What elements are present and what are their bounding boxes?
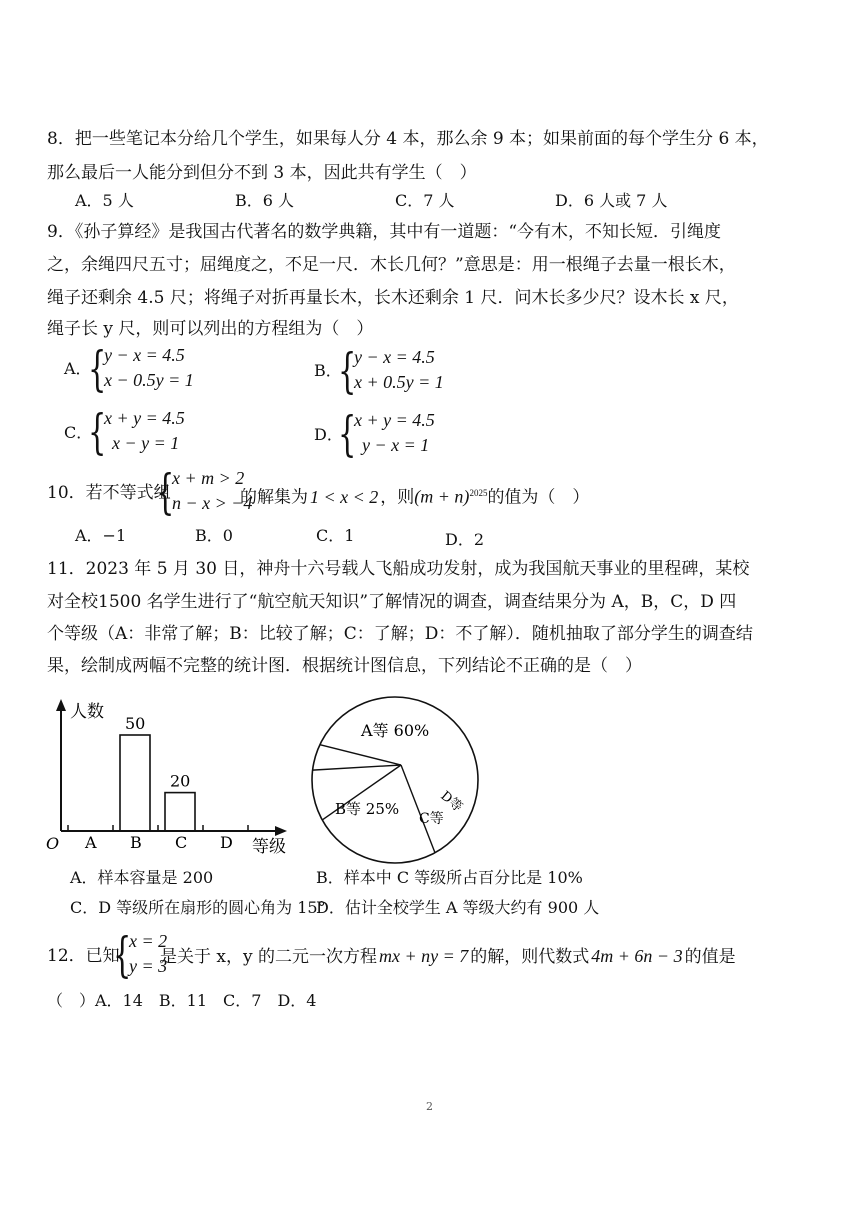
q10-option-c: C．1 [316,526,355,545]
bar-chart-category-label: A [85,833,97,852]
page-number: 2 [426,1100,433,1113]
bar-chart-category-label: B [130,833,142,852]
q9-option-b-eq1: y − x = 4.5 [354,347,435,367]
q10-middle: 的解集为 [240,487,308,508]
q10-eq2: n − x > −4 [172,493,253,513]
q12-eq2: y = 3 [129,956,168,976]
bar-chart-origin: O [46,834,60,853]
pie-slice-label: A等 60% [361,721,430,740]
pie-chart [305,690,485,870]
q10-interval: 1 < x < 2 [310,486,379,507]
q9-option-d-eq2: y − x = 1 [362,435,430,455]
q8-line1: 8．把一些笔记本分给几个学生，如果每人分 4 本，那么余 9 本；如果前面的每个学生分 6 本， [47,129,769,149]
q9-option-d-label: D． [314,425,343,444]
bar-chart-x-arrow [275,826,287,836]
q8-option-a: A．5 人 [75,191,134,210]
q12-prefix: 12．已知 [47,946,120,966]
q11-option-c: C．D 等级所在扇形的圆心角为 15° [70,898,326,917]
q12-line2: （ ）A．14 B．11 C．7 D．4 [47,991,317,1010]
q10-prefix: 10．若不等式组 [47,483,171,503]
q9-line4: 绳子长 y 尺，则可以列出的方程组为（ ） [47,319,374,339]
bar-b [120,735,150,831]
q12-suffix1: 的解，则代数式 [470,947,590,967]
pie-slice-boundary [401,765,435,853]
q10-exponent: 2025 [469,488,488,498]
q9-option-d-eq1: x + y = 4.5 [354,410,435,430]
q9-line1: 9．《孙子算经》是我国古代著名的数学典籍，其中有一道题：“今有木，不知长短．引绳度 [47,222,722,242]
q9-option-b-label: B． [314,361,342,380]
q12-equation: mx + ny = 7 [379,946,469,966]
q8-option-b: B．6 人 [235,191,295,210]
pie-slice-label: C等 [419,811,444,827]
q10-eq1: x + m > 2 [172,468,245,488]
bar-chart-category-label: C [175,833,188,852]
q11-option-b: B．样本中 C 等级所占百分比是 10% [316,868,583,887]
q10-then: ，则 [380,487,415,508]
q12-system: { x = 2 y = 3 [113,927,168,983]
q9-option-a-label: A． [64,359,92,378]
q10-suffix: 的值为（ ） [487,487,590,508]
q8-line2: 那么最后一人能分到但分不到 3 本，因此共有学生（ ） [47,163,477,183]
bar-c [165,793,195,831]
q10-expression: (m + n) [414,486,470,507]
q11-line1: 11．2023 年 5 月 30 日，神舟十六号载人飞船成功发射，成为我国航天事业的里程碑，某校 [47,559,750,579]
bar-chart-category-label: D [220,833,233,852]
q11-option-d: D．估计全校学生 A 等级大约有 900 人 [316,898,600,917]
q10-option-d: D．2 [445,530,485,549]
q10-system: { x + m > 2 n − x > −4 [156,464,253,520]
q9-option-a-system: { y − x = 4.5 x − 0.5y = 1 [88,341,194,397]
q10-option-b: B．0 [195,526,233,545]
bar-chart [40,695,300,865]
q9-option-d-system: { x + y = 4.5 y − x = 1 [338,406,435,462]
q12-suffix2: 的值是 [684,947,736,967]
bar-value-label: 50 [125,714,146,733]
q9-option-b-eq2: x + 0.5y = 1 [354,372,444,392]
q9-option-a-eq1: y − x = 4.5 [104,345,185,365]
q9-option-c-eq1: x + y = 4.5 [104,408,185,428]
q11-line4: 果，绘制成两幅不完整的统计图．根据统计图信息，下列结论不正确的是（ ） [47,656,642,676]
q8-option-d: D．6 人或 7 人 [555,191,668,210]
q9-option-a-eq2: x − 0.5y = 1 [104,370,194,390]
q12-middle: 是关于 x，y 的二元一次方程 [160,947,377,967]
q8-option-c: C．7 人 [395,191,455,210]
pie-slice-label: D等 [437,788,466,816]
q12-tail [160,945,736,968]
q12-expression: 4m + 6n − 3 [591,946,683,966]
bar-chart-x-label: 等级 [252,837,286,857]
pie-slice-label: B等 25% [335,800,400,818]
q11-line3: 个等级（A：非常了解；B：比较了解；C：了解；D：不了解）．随机抽取了部分学生的调查结 [47,624,753,644]
q12-eq1: x = 2 [129,931,168,951]
q11-line2: 对全校1500 名学生进行了“航空航天知识”了解情况的调查，调查结果分为 A，B，C，D 四 [47,592,737,612]
q10-tail [240,482,589,509]
bar-chart-y-label: 人数 [70,702,104,722]
q9-line2: 之，余绳四尺五寸；屈绳度之，不足一尺．木长几何？”意思是：用一根绳子去量一根长木， [47,255,736,275]
q11-option-a: A．样本容量是 200 [70,868,214,887]
q9-option-c-eq2: x − y = 1 [112,433,180,453]
q10-option-a: A．−1 [75,526,127,545]
q9-option-c-system: { x + y = 4.5 x − y = 1 [88,404,185,460]
pie-slice-boundary [320,745,401,765]
bar-value-label: 20 [170,771,191,791]
bar-chart-y-arrow [56,699,66,711]
q9-option-b-system: { y − x = 4.5 x + 0.5y = 1 [338,343,444,399]
q9-line3: 绳子还剩余 4.5 尺；将绳子对折再量长木，长木还剩余 1 尺．问木长多少尺？设木长 x 尺， [47,288,739,308]
pie-slice-boundary [313,765,401,770]
q9-option-c-label: C． [64,423,93,442]
